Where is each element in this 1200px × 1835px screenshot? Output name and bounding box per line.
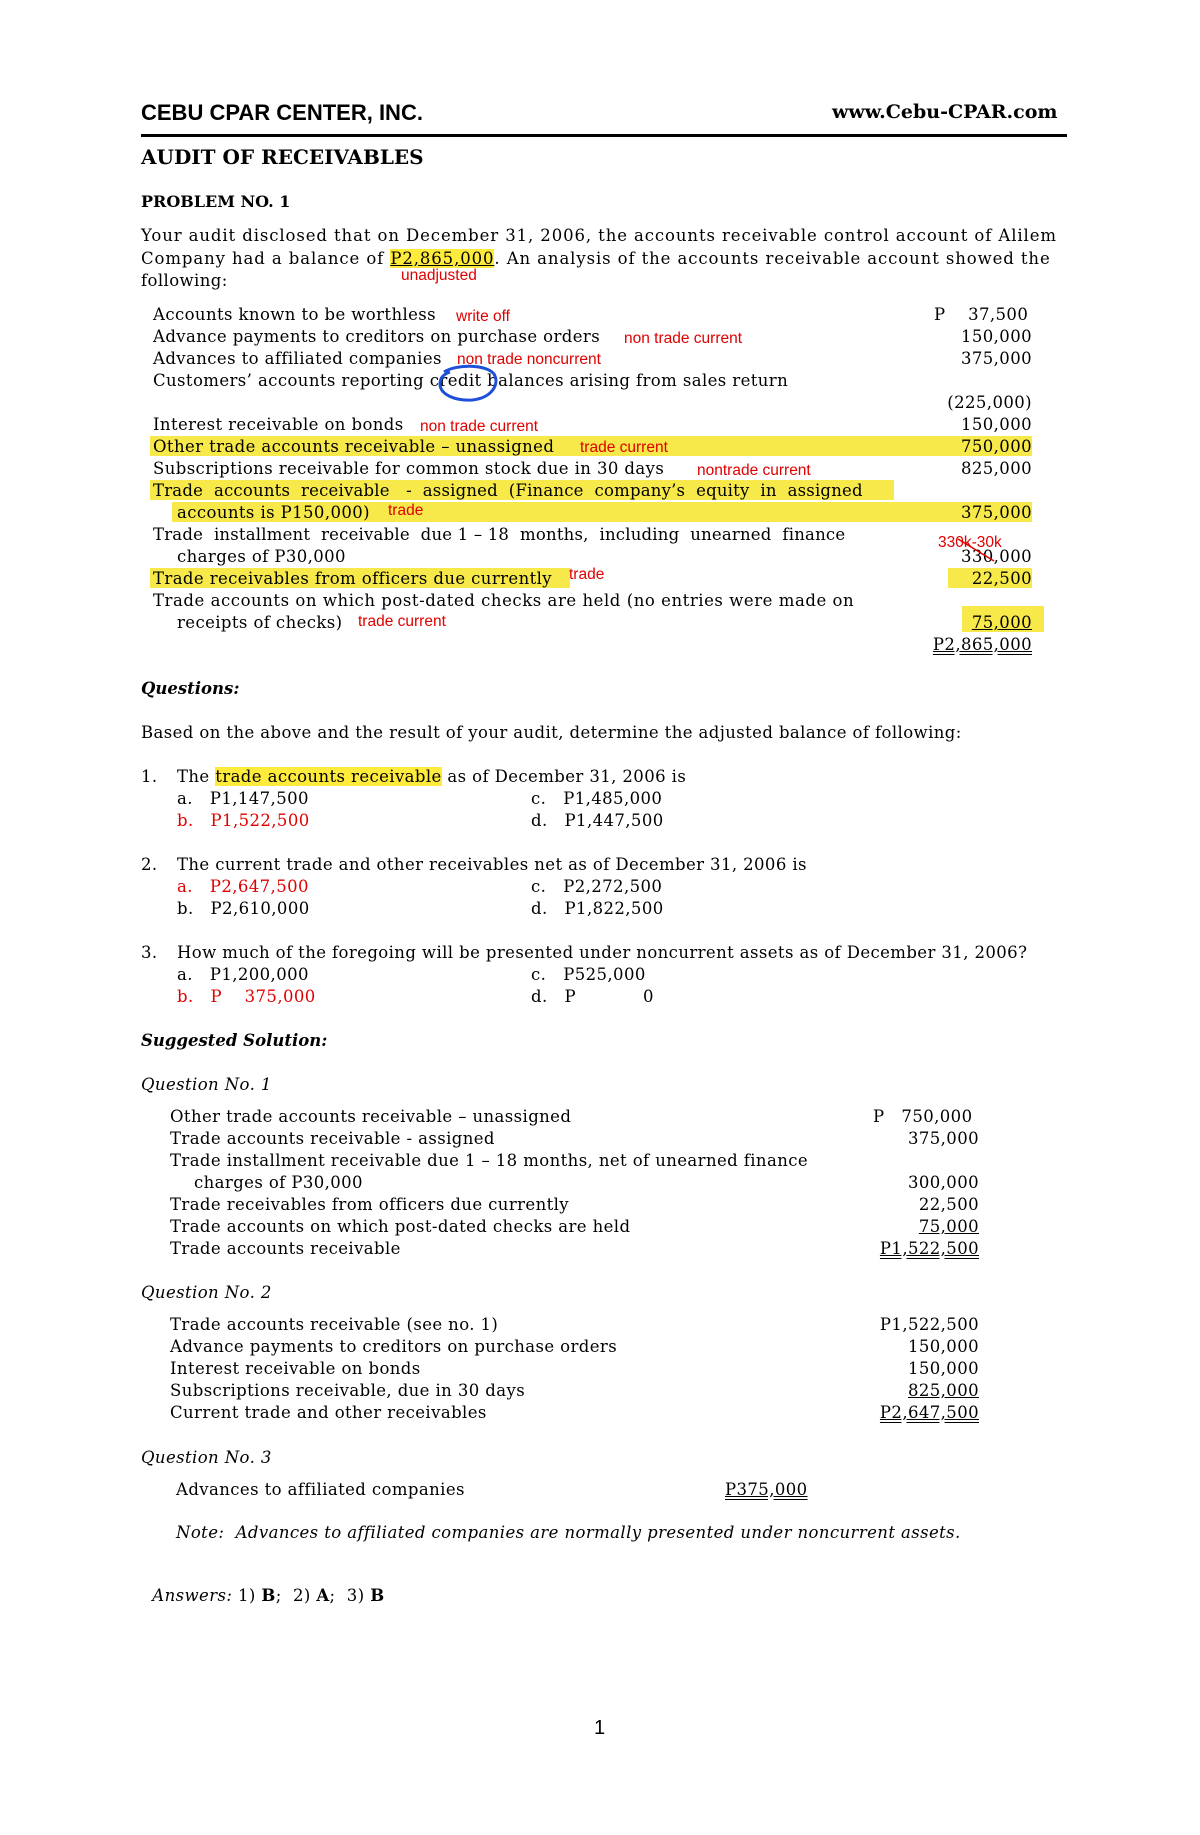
item-note: write off xyxy=(456,308,510,325)
item-label: Subscriptions receivable for common stock due in 30 days xyxy=(153,459,665,478)
solution-row-label: Subscriptions receivable, due in 30 days xyxy=(170,1381,526,1400)
item-total: P2,865,000 xyxy=(932,635,1032,654)
answers-sep: ; 2) xyxy=(275,1586,317,1605)
choice-a[interactable]: a. P1,200,000 xyxy=(177,965,309,984)
item-note: nontrade current xyxy=(697,462,811,479)
item-amount: 75,000 xyxy=(971,613,1032,632)
header-rule xyxy=(141,134,1067,137)
choice-b[interactable]: b. P2,610,000 xyxy=(177,899,310,918)
item-amount: 22,500 xyxy=(971,569,1032,588)
answers-sep: ; 3) xyxy=(329,1586,371,1605)
choice-a[interactable]: a. P1,147,500 xyxy=(177,789,309,808)
answer-value: A xyxy=(316,1586,330,1605)
item-amount: 825,000 xyxy=(960,459,1032,478)
solution-note: Note: Advances to affiliated companies are normally presented under noncurrent assets. xyxy=(176,1523,961,1542)
item-amount: 375,000 xyxy=(960,503,1032,522)
circle-annotation xyxy=(436,362,502,404)
item-amount: P 37,500 xyxy=(934,305,1029,324)
item-label-b: balances arising from sales return xyxy=(481,371,789,390)
item-label: Accounts known to be worthless xyxy=(153,305,437,324)
item-amount: 750,000 xyxy=(960,437,1032,456)
answers-line xyxy=(141,1567,385,1605)
item-note: 330k-30k xyxy=(938,534,1002,551)
intro-line-3: following: xyxy=(141,271,228,290)
question-number: 2. xyxy=(141,855,158,874)
item-label: Trade receivables from officers due currently xyxy=(153,569,553,588)
solution-row-amount: 825,000 xyxy=(907,1381,979,1400)
item-label: Trade accounts on which post-dated checks are held (no entries were made on xyxy=(153,591,855,610)
question-number: 1. xyxy=(141,767,158,786)
item-amount: 330,000 xyxy=(960,547,1032,566)
solution-row-label: Trade receivables from officers due currently xyxy=(170,1195,570,1214)
intro-line-1: Your audit disclosed that on December 31, 2006, the accounts receivable control account of Alilem xyxy=(141,226,1057,245)
note-unadjusted: unadjusted xyxy=(401,267,477,284)
solution-row-amount: 375,000 xyxy=(907,1129,979,1148)
item-label: Other trade accounts receivable – unassigned xyxy=(153,437,555,456)
choice-d[interactable]: d. P xyxy=(531,987,577,1006)
solution-q2-heading: Question No. 2 xyxy=(141,1283,272,1302)
page-title: AUDIT OF RECEIVABLES xyxy=(141,145,424,169)
questions-heading: Questions: xyxy=(141,679,240,698)
item-note: trade xyxy=(388,502,424,519)
item-label: charges of P30,000 xyxy=(177,547,346,566)
solution-row-label: charges of P30,000 xyxy=(194,1173,363,1192)
solution-row-amount: 22,500 xyxy=(918,1195,979,1214)
item-label: accounts is P150,000) xyxy=(177,503,371,522)
choice-b[interactable]: b. P1,522,500 xyxy=(177,811,310,830)
question-text: How much of the foregoing will be presented under noncurrent assets as of December 31, 2006? xyxy=(177,943,1028,962)
choice-c[interactable]: c. P2,272,500 xyxy=(531,877,663,896)
solution-row-label: Trade accounts receivable xyxy=(170,1239,401,1258)
solution-row-label: Interest receivable on bonds xyxy=(170,1359,421,1378)
item-amount: 150,000 xyxy=(960,327,1032,346)
solution-row-label: Current trade and other receivables xyxy=(170,1403,487,1422)
answer-value: B xyxy=(370,1586,385,1605)
answer-value: B xyxy=(261,1586,276,1605)
question-number: 3. xyxy=(141,943,158,962)
solution-row-amount: P1,522,500 xyxy=(879,1315,979,1334)
solution-row-total: P1,522,500 xyxy=(879,1239,979,1258)
answers-label: Answers: xyxy=(152,1586,233,1605)
choice-c[interactable]: c. P1,485,000 xyxy=(531,789,663,808)
item-label: Advance payments to creditors on purchase orders xyxy=(153,327,601,346)
solution-row-label: Trade accounts receivable - assigned xyxy=(170,1129,495,1148)
solution-row-amount: 75,000 xyxy=(918,1217,979,1236)
question-text-a: The xyxy=(177,767,216,786)
item-label: Interest receivable on bonds xyxy=(153,415,404,434)
solution-row-label: Trade installment receivable due 1 – 18 months, net of unearned finance xyxy=(170,1151,809,1170)
item-note: non trade noncurrent xyxy=(457,351,601,368)
problem-label: PROBLEM NO. 1 xyxy=(141,192,291,211)
solution-row-amount: P 750,000 xyxy=(873,1107,973,1126)
questions-instruction: Based on the above and the result of your audit, determine the adjusted balance of following: xyxy=(141,723,962,742)
choice-b[interactable]: b. P 375,000 xyxy=(177,987,316,1006)
item-amount: (225,000) xyxy=(947,393,1032,412)
solution-row-label: Advance payments to creditors on purchase orders xyxy=(170,1337,618,1356)
company-name: CEBU CPAR CENTER, INC. xyxy=(141,100,423,125)
solution-q1-heading: Question No. 1 xyxy=(141,1075,272,1094)
question-text: The current trade and other receivables net as of December 31, 2006 is xyxy=(177,855,807,874)
item-label: receipts of checks) xyxy=(177,613,343,632)
solution-row-label: Trade accounts on which post-dated checks are held xyxy=(170,1217,631,1236)
page-number: 1 xyxy=(594,1717,606,1739)
item-note: trade current xyxy=(358,613,446,630)
item-note: non trade current xyxy=(624,330,743,347)
question-text-b: as of December 31, 2006 is xyxy=(441,767,687,786)
website-link[interactable]: www.Cebu-CPAR.com xyxy=(832,101,1058,123)
solution-heading: Suggested Solution: xyxy=(141,1031,328,1050)
choice-d[interactable]: d. P1,822,500 xyxy=(531,899,664,918)
solution-row-label: Other trade accounts receivable – unassigned xyxy=(170,1107,572,1126)
choice-d[interactable]: d. P1,447,500 xyxy=(531,811,664,830)
solution-q3-heading: Question No. 3 xyxy=(141,1448,272,1467)
answers-sep: 1) xyxy=(232,1586,262,1605)
solution-row-label: Trade accounts receivable (see no. 1) xyxy=(170,1315,499,1334)
solution-row-label: Advances to affiliated companies xyxy=(176,1480,465,1499)
item-note: non trade current xyxy=(420,418,539,435)
choice-a[interactable]: a. P2,647,500 xyxy=(177,877,309,896)
item-amount: 375,000 xyxy=(960,349,1032,368)
solution-row-amount: 300,000 xyxy=(907,1173,979,1192)
item-label: Trade installment receivable due 1 – 18 months, including unearned finance xyxy=(153,525,846,544)
intro-line-2a: Company had a balance of xyxy=(141,249,391,268)
intro-line-2b: . An analysis of the accounts receivable account showed the xyxy=(494,249,1051,268)
strike-annotation xyxy=(954,535,1000,565)
question-text-highlight: trade accounts receivable xyxy=(215,767,442,786)
item-label: Trade accounts receivable - assigned (Finance company’s equity in assigned xyxy=(153,481,863,500)
item-note: trade current xyxy=(580,439,668,456)
item-amount: 150,000 xyxy=(960,415,1032,434)
item-label: Advances to affiliated companies xyxy=(153,349,442,368)
item-note: trade xyxy=(569,566,605,583)
intro-line-2 xyxy=(141,249,1051,268)
solution-row-amount: 150,000 xyxy=(907,1359,979,1378)
choice-c[interactable]: c. P525,000 xyxy=(531,965,646,984)
question-text xyxy=(177,767,686,786)
solution-row-amount: 150,000 xyxy=(907,1337,979,1356)
choice-d-value: 0 xyxy=(643,987,654,1006)
item-label-circled: credit xyxy=(429,371,482,390)
solution-row-total: P375,000 xyxy=(725,1480,808,1499)
solution-row-total: P2,647,500 xyxy=(879,1403,979,1422)
intro-balance: P2,865,000 xyxy=(390,249,495,268)
item-label-a: Customers’ accounts reporting xyxy=(153,371,430,390)
